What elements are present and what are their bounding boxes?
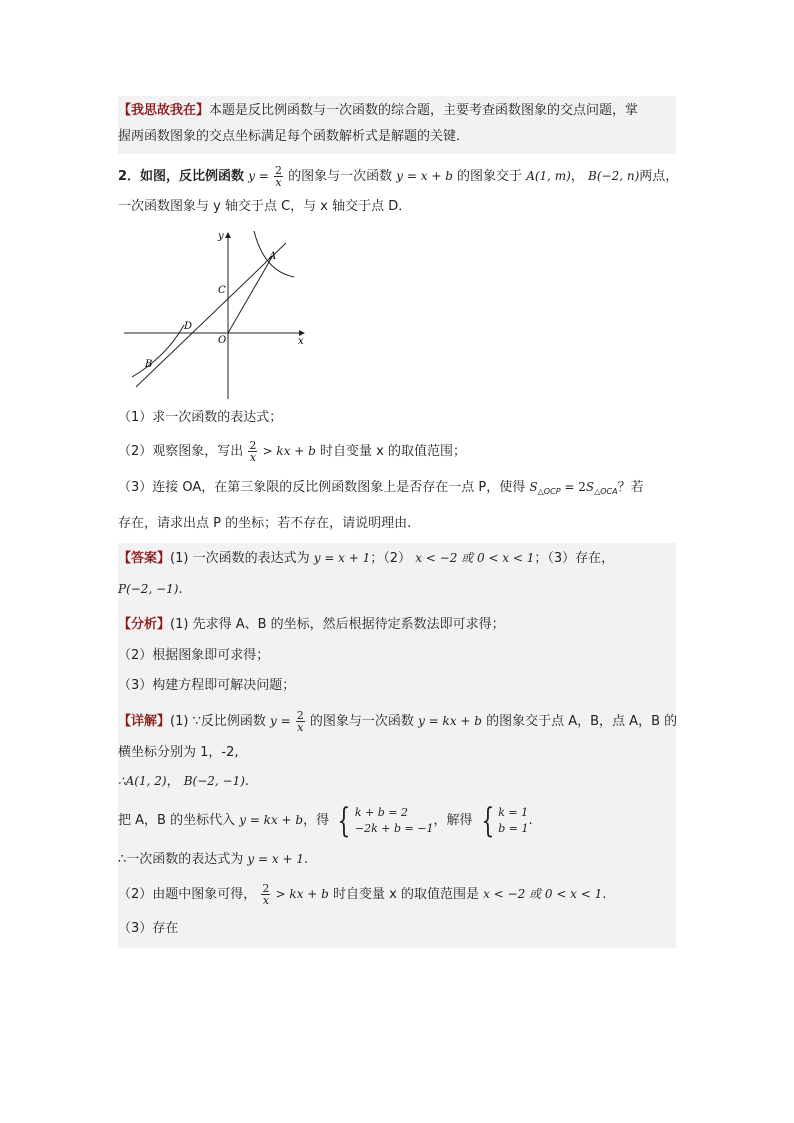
q2-frac <box>248 440 257 463</box>
detail-l5-end: . <box>303 852 309 867</box>
detail-line-2: 横坐标分别为 1，-2, <box>118 745 239 760</box>
problem-line2: 一次函数图象与 y 轴交于点 C，与 x 轴交于点 D． <box>118 199 412 214</box>
detail-line-1 <box>118 703 676 740</box>
detail-l4-end: . <box>528 813 533 828</box>
detail-l4-mid: ，得 <box>303 813 330 828</box>
detail-l3-sep: ， <box>166 774 180 789</box>
linear-function-line <box>136 243 286 387</box>
frac-num: 2 <box>274 164 282 177</box>
answer-line-1 <box>118 543 676 574</box>
question-2 <box>118 433 676 470</box>
analysis-l1: (1) 先求得 A、B 的坐标，然后根据待定系数法即可求得； <box>170 617 505 632</box>
answer-end: . <box>178 582 183 597</box>
q3-s2: S <box>585 480 595 494</box>
function-graph <box>118 227 676 403</box>
detail-line-7: （3）存在 <box>118 921 179 936</box>
q3-pre: （3）连接 OA，在第三象限的反比例函数图象上是否存在一点 P，使得 <box>118 480 526 495</box>
detail-frac-den: x <box>297 721 304 734</box>
detail-l1-post: 的图象交于点 A，B，点 A，B 的 <box>486 714 678 729</box>
q3-s1: S <box>529 480 538 494</box>
q2-frac-num: 2 <box>249 439 257 452</box>
label-o: O <box>218 335 227 346</box>
think-text-2: 握两函数图象的交点坐标满足每个函数解析式是解题的关键． <box>118 129 470 144</box>
questions-block <box>118 403 676 539</box>
q3-s1-sub: △OCP <box>537 487 561 496</box>
detail-line-5 <box>118 844 676 875</box>
detail-l6-range: x < −2 或 0 < x < 1 <box>483 887 603 901</box>
detail-l4-eq: y = kx + b <box>239 813 304 827</box>
equation-system-1: { k + b = 2 −2k + b = −1 <box>337 800 434 841</box>
q2-frac-den: x <box>249 451 257 464</box>
analysis-line-2: （2）根据图象即可求得； <box>118 648 270 663</box>
detail-l6-ineq: > kx + b <box>275 887 329 901</box>
label-d: D <box>184 321 193 332</box>
detail-l1-pre: (1) ∵反比例函数 <box>170 714 266 729</box>
answer-p2: ；（2） <box>370 551 412 566</box>
label-c: C <box>218 285 226 296</box>
problem-frac <box>274 165 283 188</box>
equation-system-2: { k = 1 b = 1 <box>480 800 529 841</box>
sys2-row2: b = 1 <box>498 821 529 835</box>
analysis-line-3: （3）构建方程即可解决问题； <box>118 678 296 693</box>
detail-tag: 【详解】 <box>118 714 171 729</box>
solution-block <box>118 543 676 948</box>
label-b: B <box>145 359 153 370</box>
q2-pre: （2）观察图象，写出 <box>118 444 244 459</box>
problem-mid2: 的图象交于 <box>457 169 523 184</box>
question-3-line2: 存在，请求出点 P 的坐标；若不存在，请说明理由. <box>118 516 412 531</box>
detail-l6-frac-num: 2 <box>262 882 270 895</box>
answer-range: x < −2 或 0 < x < 1 <box>415 551 535 565</box>
detail-l5-pre: ∴一次函数的表达式为 <box>118 852 244 867</box>
problem-point-b: B(−2, n) <box>588 169 640 183</box>
detail-l1-eq: y = <box>269 714 291 728</box>
label-x: x <box>298 336 304 347</box>
detail-l3-end: . <box>244 774 250 789</box>
problem-point-a: A(1, m) <box>526 169 571 183</box>
answer-p1: (1) 一次函数的表达式为 <box>170 551 310 566</box>
answer-point: P(−2, −1) <box>118 582 179 596</box>
answer-tag: 【答案】 <box>118 551 171 566</box>
detail-l5-eq: y = x + 1 <box>247 852 304 866</box>
sys2-row1: k = 1 <box>498 805 529 819</box>
sys1-row1: k + b = 2 <box>354 805 409 819</box>
detail-frac <box>296 710 305 733</box>
problem-mid1: 的图象与一次函数 <box>288 169 393 184</box>
analysis-tag: 【分析】 <box>118 617 171 632</box>
question-3 <box>118 470 676 509</box>
detail-l3-a: ∴A(1, 2) <box>118 774 167 788</box>
answer-eq1: y = x + 1 <box>313 551 371 565</box>
document-page <box>118 96 679 948</box>
segment-oa <box>228 257 272 333</box>
detail-l6-mid: 时自变量 x 的取值范围是 <box>332 887 479 902</box>
q2-ineq: > kx + b <box>262 444 316 458</box>
detail-frac-num: 2 <box>296 709 304 722</box>
think-text-1: 本题是反比例函数与一次函数的综合题，主要考查函数图象的交点问题，掌 <box>209 103 639 118</box>
frac-den: x <box>275 176 282 189</box>
graph-svg <box>118 227 318 403</box>
detail-l1-eq2: y = kx + b <box>418 714 482 728</box>
detail-l6-end: . <box>602 887 607 902</box>
detail-l6-frac <box>261 883 270 906</box>
detail-line-4 <box>118 797 676 844</box>
detail-l6-frac-den: x <box>262 894 270 907</box>
label-y: y <box>218 231 224 242</box>
problem-end1: 两点， <box>639 169 679 184</box>
label-a: A <box>269 251 277 262</box>
detail-l6-pre: （2）由题中图象可得， <box>118 887 257 902</box>
q3-eq: = 2 <box>560 480 586 494</box>
q2-post: 时自变量 x 的取值范围； <box>319 444 466 459</box>
q3-s2-sub: △OCA <box>594 487 618 496</box>
sys1-row2: −2k + b = −1 <box>354 821 434 835</box>
detail-l3-b: B(−2, −1) <box>183 774 245 788</box>
problem-eq1-lhs: y = <box>248 169 269 183</box>
problem-block <box>118 160 679 221</box>
q3-post: ？若 <box>617 480 644 495</box>
detail-line-6 <box>118 875 676 914</box>
problem-sep: ， <box>570 169 584 184</box>
question-1: （1）求一次函数的表达式； <box>118 410 283 425</box>
detail-l1-mid: 的图象与一次函数 <box>309 714 414 729</box>
detail-l4-pre: 把 A，B 的坐标代入 <box>118 813 236 828</box>
answer-line-2 <box>118 574 676 605</box>
answer-p3: ；（3）存在， <box>534 551 615 566</box>
problem-prefix: 2．如图，反比例函数 <box>118 169 245 184</box>
detail-l4-solve: ，解得 <box>433 813 473 828</box>
problem-eq2: y = x + b <box>396 169 453 183</box>
think-block <box>118 96 676 154</box>
analysis-line-1 <box>118 609 676 641</box>
detail-line-3 <box>118 766 676 797</box>
think-tag: 【我思故我在】 <box>118 103 210 118</box>
